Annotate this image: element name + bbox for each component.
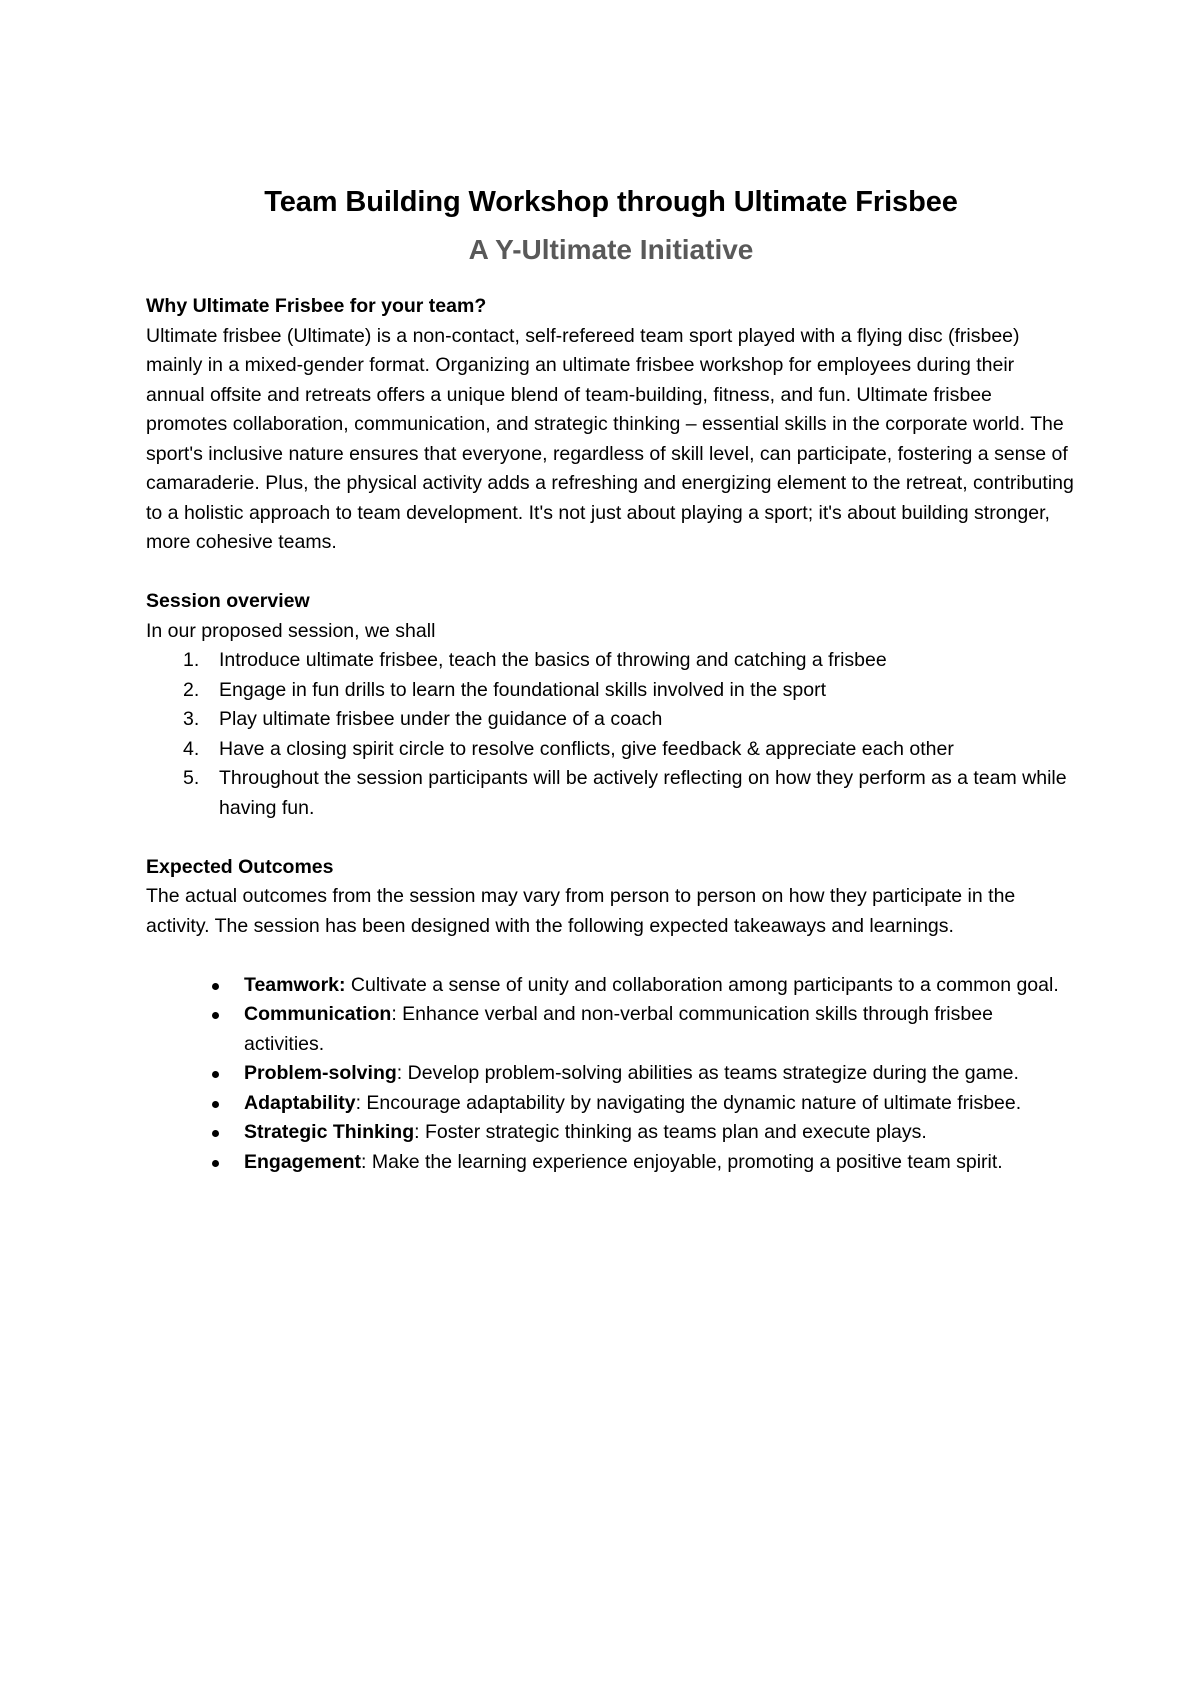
list-item xyxy=(146,735,1076,765)
list-number: 1. xyxy=(183,649,200,671)
bullet-icon xyxy=(212,983,219,990)
list-item-text: Have a closing spirit circle to resolve conflicts, give feedback & appreciate each other xyxy=(219,737,954,760)
list-item-text: Engage in fun drills to learn the foundational skills involved in the sport xyxy=(219,678,827,701)
document-title: Team Building Workshop through Ultimate Frisbee xyxy=(264,186,958,218)
spacer xyxy=(146,270,1076,292)
overview-section xyxy=(146,587,1076,823)
outcome-description: : Develop problem-solving abilities as teams strategize during the game. xyxy=(396,1062,1019,1084)
why-body: Ultimate frisbee (Ultimate) is a non-contact, self-refereed team sport played with a flying disc (frisbee) mainly in a mixed-gender format. Organizing an ultimate frisbee workshop for employees during their annual offsite and retreats offers a unique blend of team-building, fitness, and fun. Ultimate frisbee promotes collaboration, communication, and strategic thinking – essential skills in the corporate world. The sport's inclusive nature ensures that everyone, regardless of skill level, can participate, fostering a sense of camaraderie. Plus, the physical activity adds a refreshing and energizing element to the retreat, contributing to a holistic approach to team development. It's not just about playing a sport; it's about building stronger, more cohesive teams. xyxy=(146,324,1074,553)
why-section xyxy=(146,292,1076,558)
list-number: 3. xyxy=(183,708,200,730)
overview-heading: Session overview xyxy=(146,590,310,612)
overview-steps-list xyxy=(146,646,1076,823)
outcome-term: Engagement xyxy=(244,1150,362,1173)
outcome-description: : Make the learning experience enjoyable, promoting a positive team spirit. xyxy=(361,1150,1003,1173)
bullet-icon xyxy=(212,1071,219,1078)
list-item xyxy=(146,764,1076,823)
outcome-term: Problem-solving xyxy=(244,1062,397,1084)
list-item xyxy=(146,971,1076,1001)
outcome-term: Strategic Thinking xyxy=(244,1121,415,1143)
list-item xyxy=(146,1059,1076,1089)
spacer xyxy=(146,941,1076,971)
list-item xyxy=(146,676,1076,706)
list-item xyxy=(146,1118,1076,1148)
bullet-icon xyxy=(212,1101,219,1108)
list-item-text: Throughout the session participants will be actively reflecting on how they perform as a team while having fun. xyxy=(219,767,1067,819)
bullet-icon xyxy=(212,1012,219,1019)
list-item xyxy=(146,705,1076,735)
list-number: 4. xyxy=(183,737,200,760)
outcomes-heading: Expected Outcomes xyxy=(146,855,334,878)
list-item xyxy=(146,1148,1076,1178)
outcome-term: Adaptability xyxy=(244,1091,356,1114)
outcomes-section xyxy=(146,853,1076,1178)
list-item xyxy=(146,646,1076,676)
outcome-term: Teamwork: xyxy=(244,973,346,996)
list-number: 5. xyxy=(183,767,200,789)
outcome-term: Communication xyxy=(244,1003,392,1025)
outcomes-list xyxy=(146,971,1076,1178)
outcomes-intro: The actual outcomes from the session may vary from person to person on how they participate in the activity. The session has been designed with the following expected takeaways and learnings. xyxy=(146,885,1016,937)
why-heading: Why Ultimate Frisbee for your team? xyxy=(146,295,487,317)
spacer xyxy=(146,823,1076,853)
list-item-text: Introduce ultimate frisbee, teach the basics of throwing and catching a frisbee xyxy=(219,649,887,671)
outcome-description: : Foster strategic thinking as teams plan and execute plays. xyxy=(414,1121,927,1143)
outcome-description: Cultivate a sense of unity and collaboration among participants to a common goal. xyxy=(345,973,1059,996)
bullet-icon xyxy=(212,1160,219,1167)
outcome-description: : Enhance verbal and non-verbal communication skills through frisbee activities. xyxy=(244,1003,993,1055)
overview-intro: In our proposed session, we shall xyxy=(146,619,436,642)
spacer xyxy=(146,558,1076,588)
list-number: 2. xyxy=(183,678,200,701)
outcome-description: : Encourage adaptability by navigating the dynamic nature of ultimate frisbee. xyxy=(355,1091,1022,1114)
document-subtitle: A Y-Ultimate Initiative xyxy=(468,234,754,265)
list-item xyxy=(146,1089,1076,1119)
list-item-text: Play ultimate frisbee under the guidance of a coach xyxy=(219,708,663,730)
document-content xyxy=(146,178,1076,1177)
bullet-icon xyxy=(212,1130,219,1137)
list-item xyxy=(146,1000,1076,1059)
